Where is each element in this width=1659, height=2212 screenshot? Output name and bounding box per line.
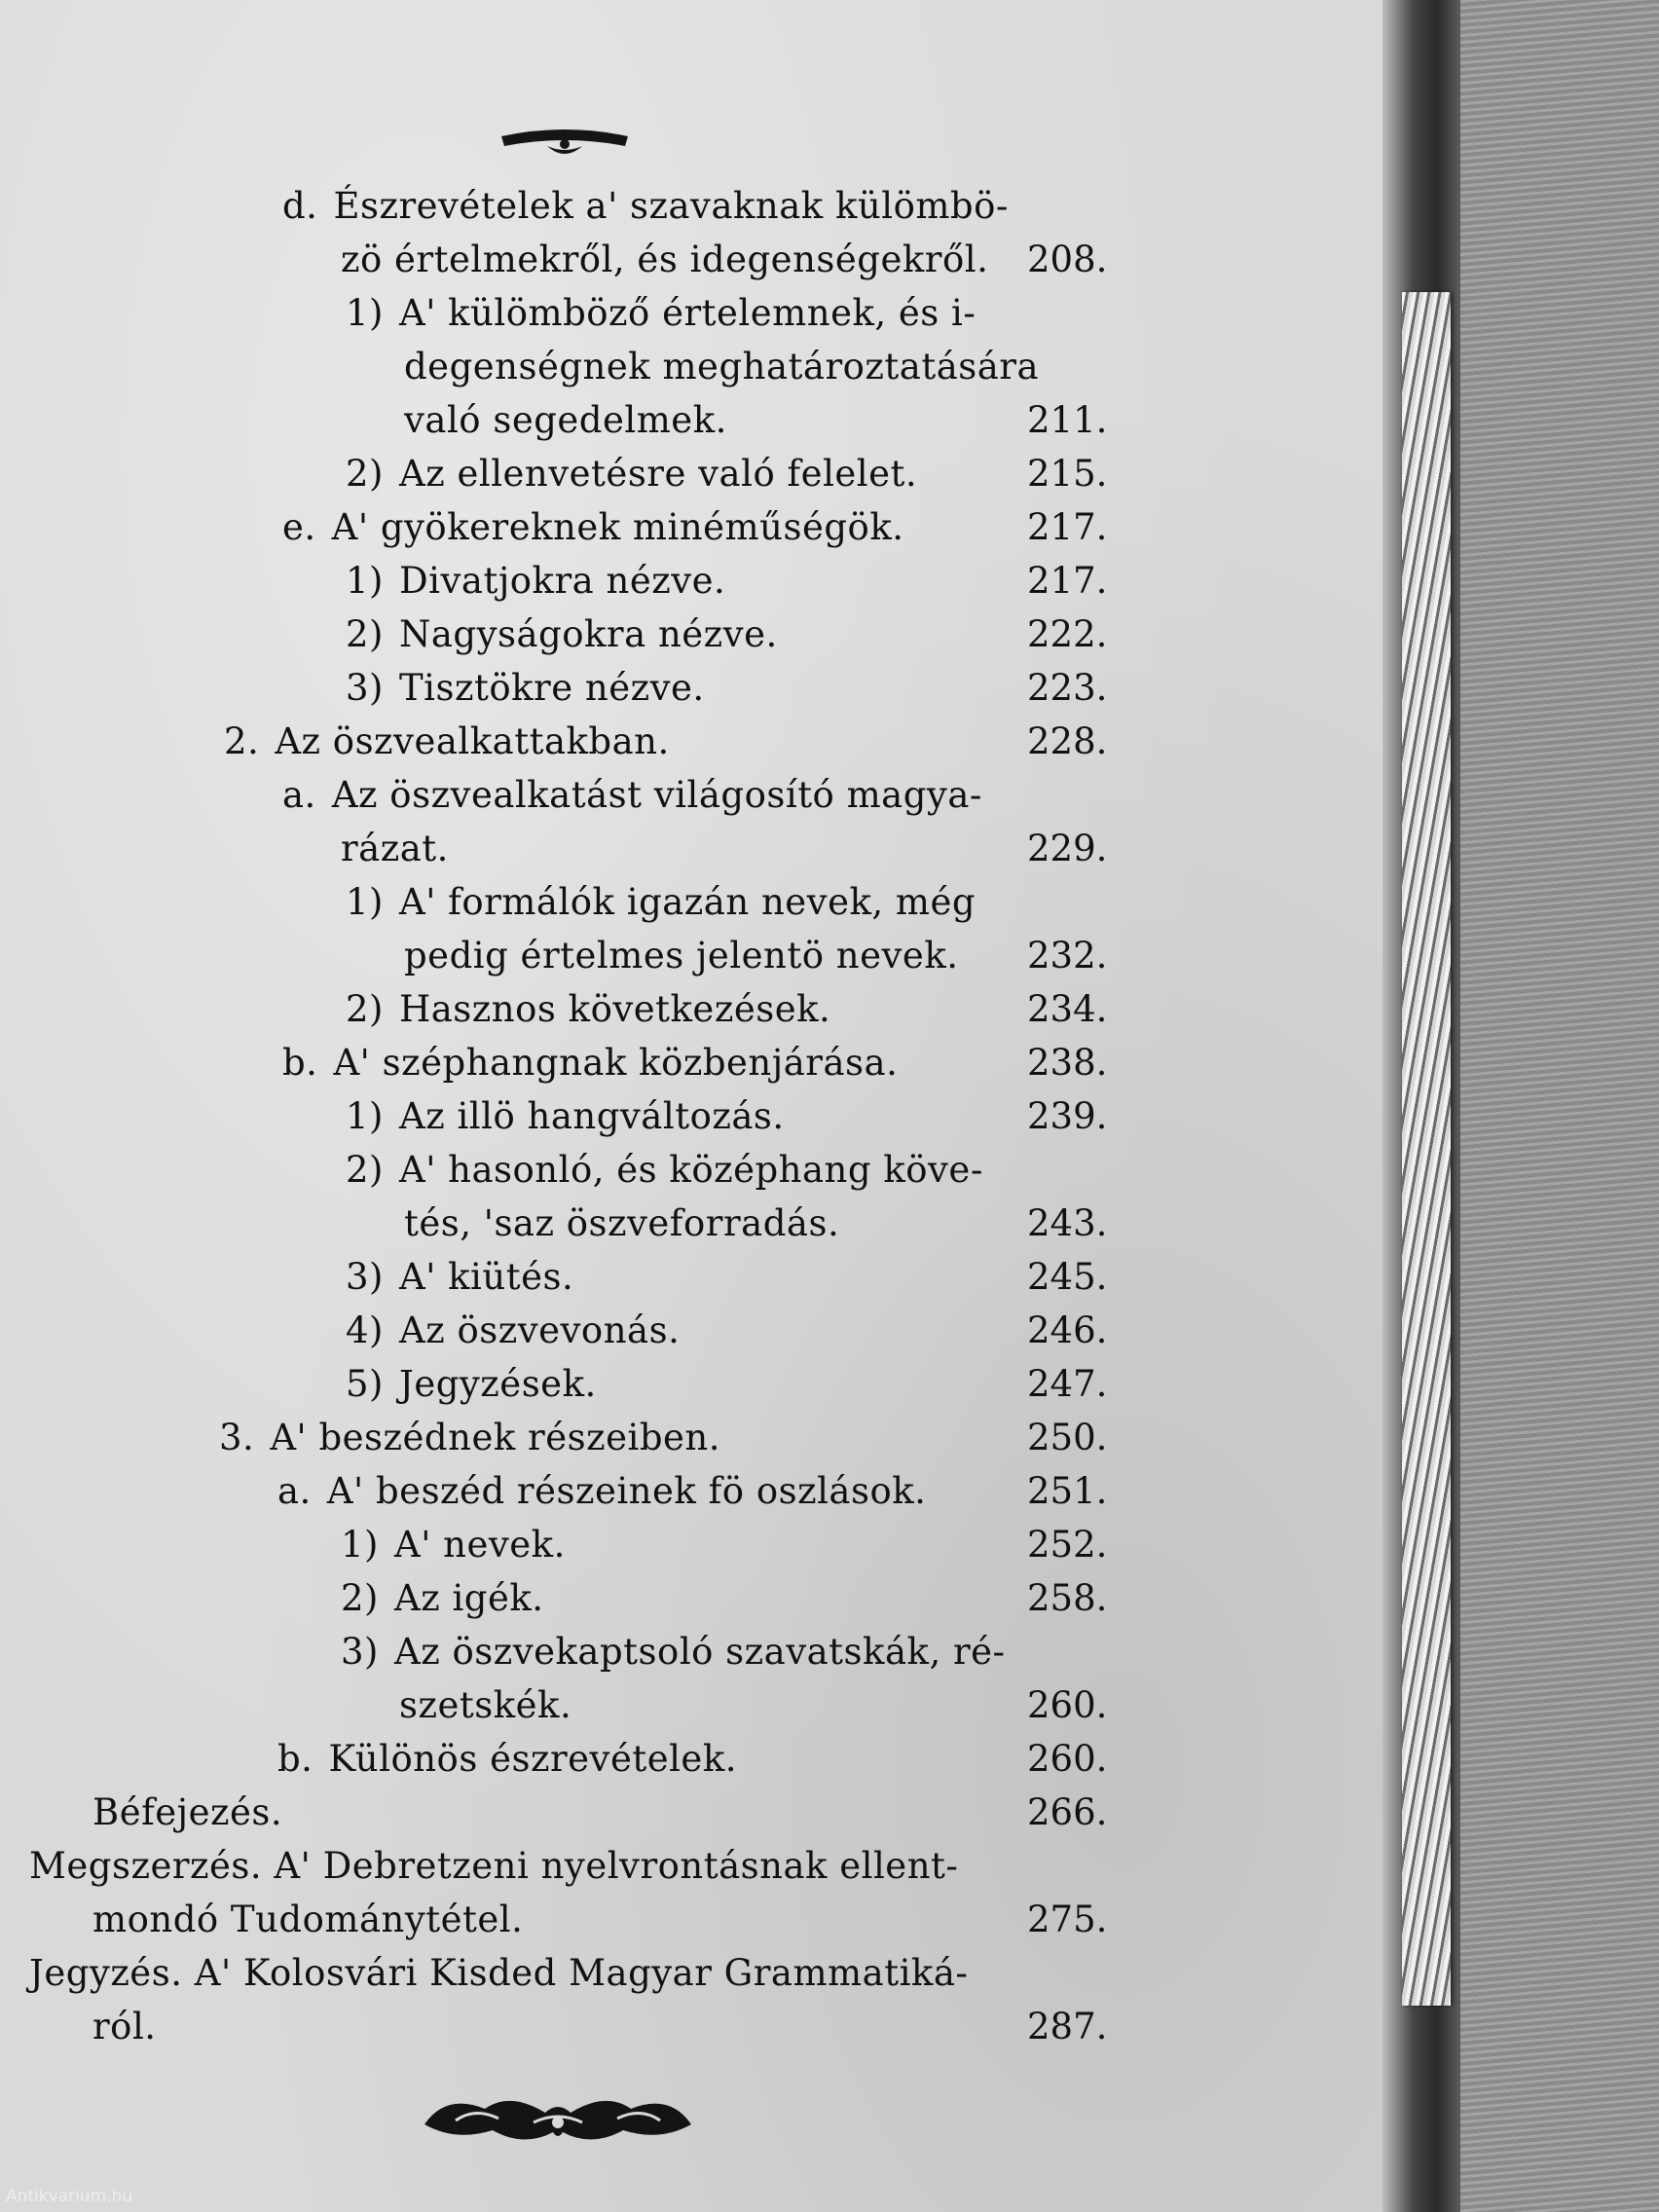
toc-entry-number: 2): [346, 988, 384, 1030]
toc-entry-title: Az illö hangváltozás.: [398, 1095, 785, 1137]
toc-entry: [399, 1684, 571, 1727]
toc-entry-title: Észrevételek a' szavaknak külömbö-: [333, 185, 1009, 227]
toc-entry-number: 2): [346, 613, 384, 655]
toc-entry-number: 5): [346, 1363, 384, 1405]
toc-entry: [346, 1149, 983, 1192]
toc-page-number: 246.: [1027, 1309, 1108, 1351]
toc-entry-number: 2): [346, 1149, 384, 1191]
toc-page-number: 217.: [1027, 506, 1108, 548]
toc-entry-title: Béfejezés.: [92, 1791, 283, 1833]
toc-entry: [282, 774, 982, 817]
toc-entry-number: 1): [346, 292, 384, 334]
toc-entry: [346, 453, 917, 496]
toc-page-number: 251.: [1027, 1470, 1108, 1512]
toc-page-number: 215.: [1027, 453, 1108, 495]
toc-page-number: 222.: [1027, 613, 1108, 655]
toc-entry-number: b.: [277, 1738, 313, 1780]
toc-entry: [282, 1042, 898, 1085]
toc-page-number: 252.: [1027, 1524, 1108, 1566]
toc-entry: [341, 1577, 544, 1620]
toc-entry-title: Az ellenvetésre való felelet.: [398, 453, 918, 495]
toc-entry: [404, 1202, 839, 1245]
toc-entry: [404, 346, 1039, 388]
toc-entry-number: e.: [282, 506, 316, 548]
toc-page-number: 258.: [1027, 1577, 1108, 1619]
toc-entry-number: 2): [346, 453, 384, 495]
toc-entry: [346, 613, 778, 656]
toc-page-number: 229.: [1027, 828, 1108, 869]
toc-entry: [346, 1363, 597, 1406]
toc-entry-title: Megszerzés. A' Debretzeni nyelvrontásnak ellent-: [29, 1845, 959, 1887]
toc-entry-number: a.: [277, 1470, 312, 1512]
toc-entry-title: Az öszvekaptsoló szavatskák, ré-: [393, 1631, 1006, 1673]
toc-entry-number: b.: [282, 1042, 318, 1084]
toc-entry: [346, 1256, 573, 1299]
toc-page-number: 217.: [1027, 560, 1108, 602]
toc-entry: [92, 2006, 157, 2048]
toc-entry-number: d.: [282, 185, 318, 227]
toc-entry: [341, 828, 449, 870]
toc-entry-title: Hasznos következések.: [398, 988, 831, 1030]
toc-entry: [404, 399, 727, 442]
toc-entry-number: 1): [346, 560, 384, 602]
toc-page-number: 260.: [1027, 1684, 1108, 1726]
toc-entry: [341, 1631, 1006, 1674]
toc-entry-title: mondó Tudománytétel.: [92, 1899, 524, 1940]
toc-entry: [404, 935, 959, 977]
toc-page-number: 223.: [1027, 667, 1108, 709]
toc-entry-number: a.: [282, 774, 316, 816]
toc-entry-number: 2): [341, 1577, 379, 1619]
toc-page-number: 266.: [1027, 1791, 1108, 1833]
toc-page-number: 232.: [1027, 935, 1108, 977]
toc-entry-number: 3): [346, 1256, 384, 1298]
toc-page-number: 211.: [1027, 399, 1108, 441]
toc-entry-title: rázat.: [341, 828, 449, 869]
toc-entry: [29, 1952, 968, 1995]
toc-entry-title: Az igék.: [393, 1577, 544, 1619]
toc-entry-number: 1): [346, 1095, 384, 1137]
toc-entry-title: A' beszédnek részeiben.: [270, 1417, 720, 1458]
toc-entry: [29, 1845, 958, 1888]
toc-entry-title: A' nevek.: [393, 1524, 566, 1566]
toc-entry-title: A' gyökereknek minéműségök.: [331, 506, 904, 548]
toc-entry: [219, 1417, 720, 1459]
toc-entry-title: zö értelmekről, és idegenségekről.: [341, 239, 989, 280]
toc-entry-number: 1): [346, 881, 384, 923]
toc-entry-number: 3): [346, 667, 384, 709]
toc-entry-title: szetskék.: [399, 1684, 572, 1726]
toc-entry-title: A' külömböző értelemnek, és i-: [398, 292, 977, 334]
toc-page-number: 260.: [1027, 1738, 1108, 1780]
toc-entry: [341, 1524, 566, 1567]
toc-entry: [277, 1738, 737, 1781]
toc-entry: [282, 185, 1009, 228]
watermark-text: Antikvarium.hu: [6, 2187, 133, 2206]
toc-page-number: 287.: [1027, 2006, 1108, 2047]
toc-entry-title: Jegyzések.: [398, 1363, 597, 1405]
toc-page-number: 247.: [1027, 1363, 1108, 1405]
toc-entry: [346, 1309, 680, 1352]
toc-page-number: 275.: [1027, 1899, 1108, 1940]
toc-entry-title: Divatjokra nézve.: [398, 560, 726, 602]
toc-entry-title: Tisztökre nézve.: [398, 667, 705, 709]
toc-entry: [282, 506, 904, 549]
toc-page-number: 245.: [1027, 1256, 1108, 1298]
toc-entry: [346, 1095, 785, 1138]
toc-entry: [346, 560, 725, 603]
toc-entry-title: A' széphangnak közbenjárása.: [333, 1042, 899, 1084]
toc-entry-title: A' beszéd részeinek fö oszlások.: [326, 1470, 927, 1512]
toc-entry-number: 2.: [224, 720, 260, 762]
toc-entry-number: 4): [346, 1309, 384, 1351]
toc-entry: [277, 1470, 926, 1513]
toc-entry: [92, 1899, 523, 1941]
toc-entry-title: Az öszvevonás.: [398, 1309, 681, 1351]
toc-entry-title: Az öszvealkattakban.: [275, 720, 670, 762]
toc-entry: [92, 1791, 282, 1834]
toc-entry-number: 3): [341, 1631, 379, 1673]
toc-entry: [341, 239, 988, 281]
toc-entry-title: pedig értelmes jelentö nevek.: [404, 935, 959, 977]
marbled-page-edge: [1402, 292, 1451, 2006]
toc-entry-title: degenségnek meghatároztatására: [404, 346, 1040, 387]
toc-entry-title: Különös észrevételek.: [328, 1738, 738, 1780]
toc-entry-title: Az öszvealkatást világosító magya-: [331, 774, 982, 816]
toc-entry-title: való segedelmek.: [404, 399, 727, 441]
toc-entry-title: A' kiütés.: [398, 1256, 574, 1298]
toc-entry-title: tés, 'saz öszveforradás.: [404, 1202, 840, 1244]
marbled-endpaper: [1460, 0, 1659, 2212]
toc-page-number: 238.: [1027, 1042, 1108, 1084]
printer-ornament-icon: [497, 123, 633, 162]
toc-page-number: 250.: [1027, 1417, 1108, 1458]
toc-entry-title: A' hasonló, és középhang köve-: [398, 1149, 983, 1191]
toc-page-number: 234.: [1027, 988, 1108, 1030]
toc-entry-title: Jegyzés. A' Kolosvári Kisded Magyar Grammatiká-: [29, 1952, 969, 1994]
toc-entry-title: Nagyságokra nézve.: [398, 613, 778, 655]
toc-entry-title: A' formálók igazán nevek, még: [398, 881, 977, 923]
toc-page-number: 243.: [1027, 1202, 1108, 1244]
toc-entry: [346, 292, 976, 335]
floral-ornament-icon: [417, 2083, 699, 2152]
toc-entry: [346, 988, 830, 1031]
toc-page-number: 228.: [1027, 720, 1108, 762]
toc-entry: [346, 667, 705, 710]
toc-page-number: 208.: [1027, 239, 1108, 280]
toc-entry: [346, 881, 976, 924]
toc-entry-title: ról.: [92, 2006, 157, 2047]
toc-page-number: 239.: [1027, 1095, 1108, 1137]
toc-entry: [224, 720, 670, 763]
toc-entry-number: 1): [341, 1524, 379, 1566]
toc-entry-number: 3.: [219, 1417, 255, 1458]
